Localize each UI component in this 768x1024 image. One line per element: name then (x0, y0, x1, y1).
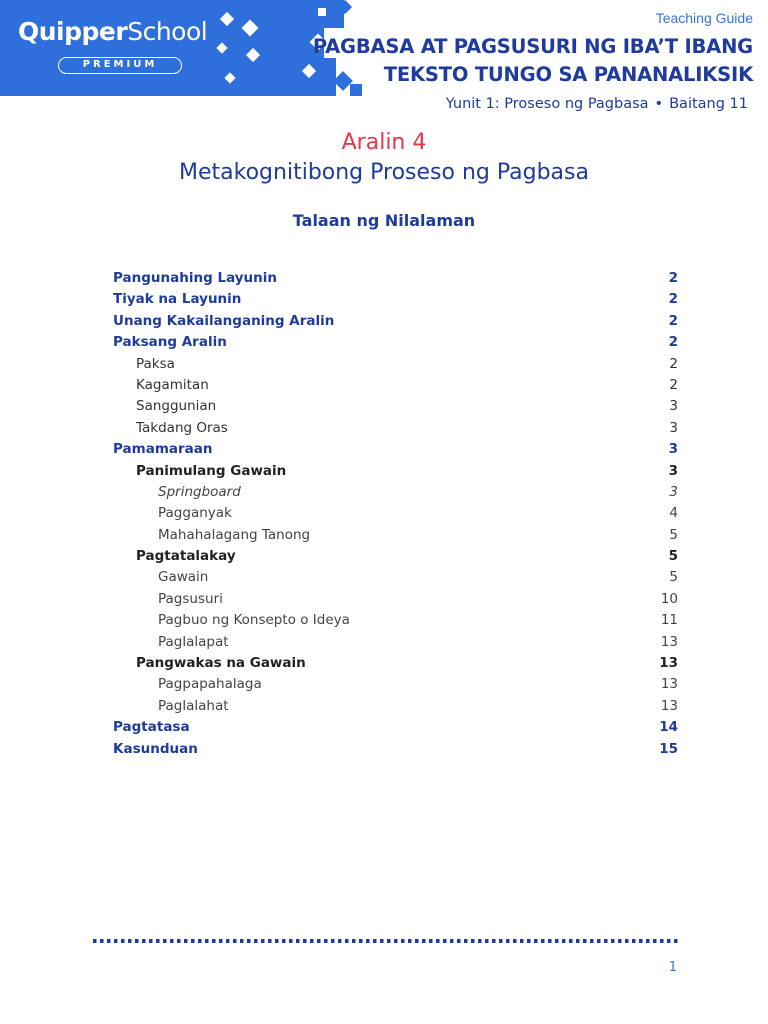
table-of-contents (113, 268, 678, 760)
toc-subsubentry[interactable] (113, 567, 678, 588)
toc-entry-label: Panimulang Gawain (136, 462, 287, 479)
toc-subentry[interactable] (113, 418, 678, 439)
toc-subsubentry[interactable] (113, 674, 678, 695)
toc-entry-page: 11 (660, 612, 678, 629)
toc-entry-page: 13 (660, 633, 678, 650)
toc-subentry[interactable] (113, 396, 678, 417)
course-title-line2: TEKSTO TUNGO SA PANANALIKSIK (383, 63, 753, 86)
toc-entry[interactable] (113, 289, 678, 310)
toc-entry-label: Unang Kakailanganing Aralin (113, 312, 335, 329)
toc-entry-page: 5 (668, 548, 678, 565)
toc-entry-label: Kasunduan (113, 740, 198, 757)
toc-entry-label: Paglalapat (158, 633, 229, 650)
toc-subsubentry[interactable] (113, 503, 678, 524)
toc-entry-label: Pagtatalakay (136, 548, 236, 565)
toc-entry[interactable] (113, 439, 678, 460)
toc-subentry[interactable] (113, 375, 678, 396)
toc-entry-page: 2 (669, 376, 678, 393)
toc-entry-page: 13 (660, 697, 678, 714)
toc-entry-label: Sanggunian (136, 398, 217, 415)
toc-entry-page: 10 (660, 590, 678, 607)
lesson-number: Aralin 4 (341, 130, 427, 155)
toc-subsubentry[interactable] (113, 696, 678, 717)
toc-entry-label: Pagbuo ng Konsepto o Ideya (158, 612, 350, 629)
toc-subsection[interactable] (113, 653, 678, 674)
toc-subsection[interactable] (113, 461, 678, 482)
toc-entry-label: Pagtatasa (113, 719, 190, 736)
lesson-title: Metakognitibong Proseso ng Pagbasa (179, 160, 589, 185)
toc-entry-page: 3 (668, 462, 678, 479)
toc-subsubentry[interactable] (113, 589, 678, 610)
toc-entry-page: 5 (669, 526, 678, 543)
grade-label: Baitang 11 (669, 96, 748, 112)
toc-entry-page: 5 (669, 569, 678, 586)
unit-label: Yunit 1: Proseso ng Pagbasa (445, 96, 649, 112)
toc-entry-page: 3 (669, 483, 678, 500)
toc-entry[interactable] (113, 739, 678, 760)
bullet-separator: • (654, 96, 664, 112)
toc-entry-label: Pagganyak (158, 505, 232, 522)
toc-subsubentry[interactable] (113, 632, 678, 653)
course-title-line1: PAGBASA AT PAGSUSURI NG IBA’T IBANG (312, 35, 753, 58)
toc-entry-page: 3 (668, 441, 678, 458)
brand-logo (18, 17, 207, 46)
toc-entry-label: Pangunahing Layunin (113, 270, 278, 286)
toc-entry-label: Paksa (136, 355, 175, 372)
dotted-divider (91, 938, 681, 944)
toc-entry[interactable] (113, 268, 678, 289)
toc-entry-page: 3 (669, 398, 678, 415)
toc-entry-label: Tiyak na Layunin (113, 291, 242, 308)
toc-entry-label: Gawain (158, 569, 209, 586)
toc-entry[interactable] (113, 311, 678, 332)
toc-entry-page: 2 (669, 355, 678, 372)
toc-entry-label: Mahahalagang Tanong (158, 526, 311, 543)
premium-badge: PREMIUM (58, 57, 182, 74)
toc-entry-page: 2 (668, 270, 678, 286)
toc-entry-page: 2 (668, 312, 678, 329)
toc-entry-page: 2 (668, 291, 678, 308)
toc-entry-page: 2 (668, 334, 678, 351)
toc-subsection[interactable] (113, 546, 678, 567)
toc-entry-label: Pamamaraan (113, 441, 213, 458)
toc-subsubentry[interactable] (113, 525, 678, 546)
toc-entry-label: Paglalahat (158, 697, 229, 714)
toc-entry-label: Pangwakas na Gawain (136, 655, 306, 672)
page-number: 1 (668, 960, 677, 975)
toc-entry[interactable] (113, 332, 678, 353)
toc-entry-label: Kagamitan (136, 376, 209, 393)
unit-grade-line (446, 96, 748, 112)
toc-entry-label: Pagpapahalaga (158, 676, 262, 693)
toc-entry-label: Paksang Aralin (113, 334, 227, 351)
toc-entry-label: Pagsusuri (158, 590, 223, 607)
toc-entry-page: 13 (659, 655, 678, 672)
toc-entry-page: 4 (669, 505, 678, 522)
toc-entry-page: 14 (659, 719, 678, 736)
toc-subsubentry[interactable] (113, 610, 678, 631)
toc-entry-label: Takdang Oras (136, 419, 228, 436)
toc-heading: Talaan ng Nilalaman (292, 211, 476, 230)
brand-name-light: School (127, 17, 208, 46)
toc-entry[interactable] (113, 717, 678, 738)
teaching-guide-label: Teaching Guide (655, 10, 753, 26)
brand-name-bold: Quipper (18, 17, 128, 46)
toc-entry-page: 13 (660, 676, 678, 693)
toc-entry-label: Springboard (158, 483, 241, 500)
toc-entry-page: 3 (669, 419, 678, 436)
toc-subsubentry[interactable] (113, 482, 678, 503)
course-title (283, 33, 753, 89)
header-banner (0, 0, 768, 96)
toc-subentry[interactable] (113, 354, 678, 375)
toc-entry-page: 15 (659, 740, 678, 757)
